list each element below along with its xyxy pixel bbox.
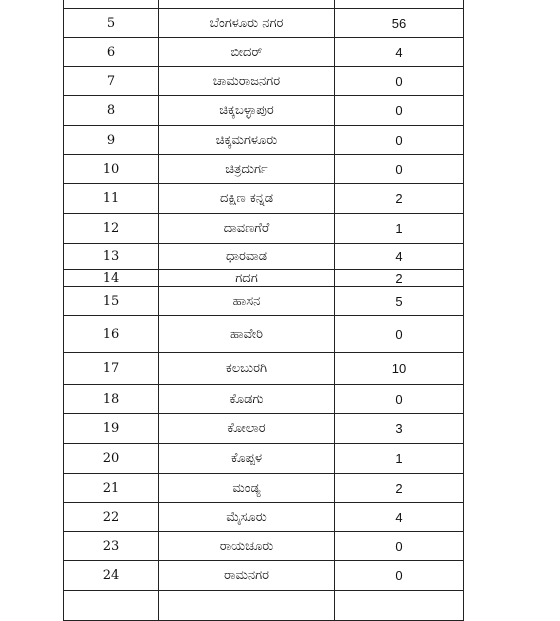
table-row xyxy=(64,287,464,316)
serial-number-cell: 21 xyxy=(64,474,159,503)
district-name-cell: ಕೊಪ್ಪಳ xyxy=(159,444,335,474)
district-name-cell: ಚಾಮರಾಜನಗರ xyxy=(159,67,335,96)
count-cell: 4 xyxy=(335,38,464,67)
count-cell: 0 xyxy=(335,126,464,155)
count-cell: 2 xyxy=(335,474,464,503)
table-row xyxy=(64,96,464,126)
count-cell: 2 xyxy=(335,184,464,214)
district-name-cell: ಹಾವೇರಿ xyxy=(159,316,335,353)
serial-number-cell: 22 xyxy=(64,503,159,532)
district-name-cell: ಬೆಂಗಳೂರು ನಗರ xyxy=(159,9,335,38)
district-name-cell: ರಾಮನಗರ xyxy=(159,561,335,591)
serial-number-cell: 10 xyxy=(64,155,159,184)
district-count-table xyxy=(63,0,464,621)
serial-number-cell: 15 xyxy=(64,287,159,316)
serial-number-cell: 9 xyxy=(64,126,159,155)
count-cell: 0 xyxy=(335,385,464,414)
district-name-cell: ಚಿತ್ರದುರ್ಗ xyxy=(159,155,335,184)
table-row xyxy=(64,244,464,270)
serial-number-cell: 24 xyxy=(64,561,159,591)
table-row xyxy=(64,155,464,184)
count-cell: 1 xyxy=(335,214,464,244)
district-name-cell: ಕಲಬುರಗಿ xyxy=(159,353,335,385)
district-name-cell: ದಾವಣಗೆರೆ xyxy=(159,214,335,244)
count-cell: 5 xyxy=(335,287,464,316)
serial-number-cell: 16 xyxy=(64,316,159,353)
serial-number-cell: 14 xyxy=(64,270,159,287)
serial-number-cell: 5 xyxy=(64,9,159,38)
table-body xyxy=(64,0,464,621)
district-name-cell: ಮಂಡ್ಯ xyxy=(159,474,335,503)
count-cell: 0 xyxy=(335,96,464,126)
table-row xyxy=(64,0,464,9)
table-row xyxy=(64,214,464,244)
serial-number-cell: 6 xyxy=(64,38,159,67)
table-row xyxy=(64,414,464,444)
count-cell: 0 xyxy=(335,67,464,96)
serial-number-cell: 8 xyxy=(64,96,159,126)
serial-number-cell: 18 xyxy=(64,385,159,414)
count-cell: 0 xyxy=(335,316,464,353)
table-row xyxy=(64,270,464,287)
serial-number-cell: 23 xyxy=(64,532,159,561)
table-row xyxy=(64,532,464,561)
district-name-cell: ಬೀದರ್ xyxy=(159,38,335,67)
district-name-cell: ಕೊಡಗು xyxy=(159,385,335,414)
serial-number-cell: 20 xyxy=(64,444,159,474)
table-row xyxy=(64,503,464,532)
count-cell: 4 xyxy=(335,244,464,270)
count-cell xyxy=(335,0,464,9)
district-name-cell: ಗದಗ xyxy=(159,270,335,287)
table-row xyxy=(64,353,464,385)
serial-number-cell xyxy=(64,591,159,621)
count-cell: 0 xyxy=(335,155,464,184)
serial-number-cell: 12 xyxy=(64,214,159,244)
count-cell: 2 xyxy=(335,270,464,287)
count-cell: 10 xyxy=(335,353,464,385)
district-name-cell xyxy=(159,591,335,621)
count-cell: 0 xyxy=(335,561,464,591)
district-name-cell: ರಾಯಚೂರು xyxy=(159,532,335,561)
serial-number-cell: 7 xyxy=(64,67,159,96)
table-row xyxy=(64,126,464,155)
serial-number-cell: 11 xyxy=(64,184,159,214)
count-cell: 56 xyxy=(335,9,464,38)
table-row xyxy=(64,67,464,96)
serial-number-cell: 13 xyxy=(64,244,159,270)
count-cell: 3 xyxy=(335,414,464,444)
table-row xyxy=(64,444,464,474)
table-row xyxy=(64,561,464,591)
district-name-cell xyxy=(159,0,335,9)
table-row xyxy=(64,38,464,67)
district-name-cell: ಕೋಲಾರ xyxy=(159,414,335,444)
serial-number-cell xyxy=(64,0,159,9)
serial-number-cell: 17 xyxy=(64,353,159,385)
table-row xyxy=(64,184,464,214)
table-row xyxy=(64,316,464,353)
table-row xyxy=(64,474,464,503)
district-name-cell: ಚಿಕ್ಕಬಳ್ಳಾಪುರ xyxy=(159,96,335,126)
serial-number-cell: 19 xyxy=(64,414,159,444)
district-name-cell: ಹಾಸನ xyxy=(159,287,335,316)
table-row xyxy=(64,385,464,414)
table-row xyxy=(64,9,464,38)
district-name-cell: ಚಿಕ್ಕಮಗಳೂರು xyxy=(159,126,335,155)
district-name-cell: ದಕ್ಷಿಣ ಕನ್ನಡ xyxy=(159,184,335,214)
district-name-cell: ಧಾರವಾಡ xyxy=(159,244,335,270)
count-cell: 4 xyxy=(335,503,464,532)
count-cell: 1 xyxy=(335,444,464,474)
count-cell xyxy=(335,591,464,621)
count-cell: 0 xyxy=(335,532,464,561)
table-row xyxy=(64,591,464,621)
district-name-cell: ಮೈಸೂರು xyxy=(159,503,335,532)
